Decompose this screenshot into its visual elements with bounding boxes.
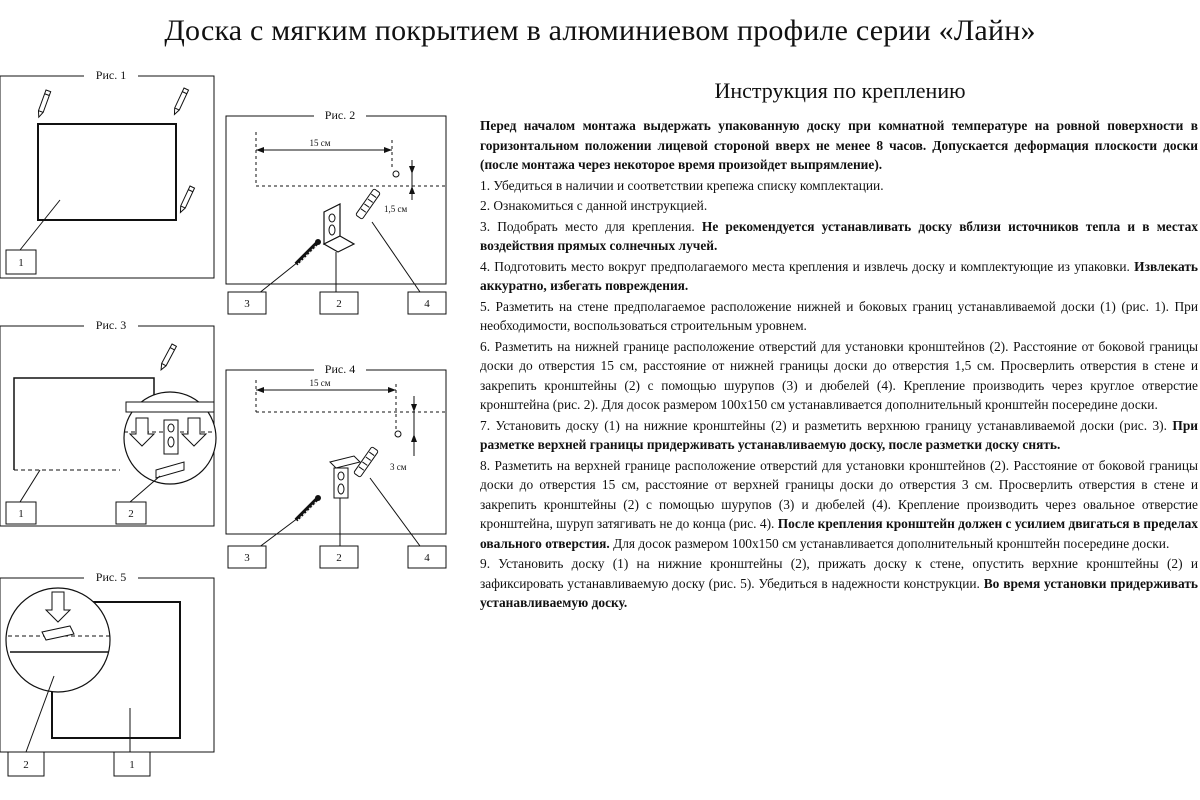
step-2: 2. Ознакомиться с данной инструкцией. <box>480 198 708 213</box>
figure-5-label: Рис. 5 <box>95 570 127 584</box>
callout-4: 4 <box>424 552 430 564</box>
figure-3-label: Рис. 3 <box>95 318 127 332</box>
callout-4: 4 <box>424 298 430 310</box>
step-3: 3. Подобрать место для крепления. Не рекомендуется устанавливать доску вблизи источников тепла и в местах воздействия прямых солнечных лучей. <box>480 218 1198 253</box>
callout-2: 2 <box>336 552 342 564</box>
callout-2: 2 <box>336 298 342 310</box>
figure-1 <box>0 68 214 278</box>
callout-1: 1 <box>18 257 24 269</box>
figure-4-label: Рис. 4 <box>324 362 356 376</box>
intro-paragraph: Перед началом монтажа выдержать упакованную доску при комнатной температуре на ровной поверхности в горизонтальном положении лицевой стороной вверх не менее 8 часов. Допускается деформация плоскости доски (после монтажа через некоторое время произойдет выпрямление). <box>480 118 1198 172</box>
page-title: Доска с мягким покрытием в алюминиевом профиле серии «Лайн» <box>164 14 1036 47</box>
step-6: 6. Разметить на нижней границе расположение отверстий для установки кронштейнов (2). Расстояние от боковой границы доски до отверстия 15 см, расстояние от нижней границы доски до отверстия 1,5 см. Просверлить отверстия в стене и закрепить кронштейны (2) с помощью шурупов (3) и дюбелей (4). Крепление производить через круглое отверстие кронштейна (рис. 2). Для досок размером 100х150 см устанавливается дополнительный кронштейн посередине доски. <box>480 338 1198 412</box>
callout-3: 3 <box>244 552 250 564</box>
callout-2: 2 <box>23 759 29 771</box>
figure-1-label: Рис. 1 <box>95 68 127 82</box>
figure-3 <box>0 318 216 526</box>
figure-4 <box>226 362 446 568</box>
step-9: 9. Установить доску (1) на нижние кронштейны (2), прижать доску к стене, опустить верхние кронштейны (2) и зафиксировать устанавливаемую доску (рис. 5). Убедиться в надежности конструкции. Во время установки придерживать устанавливаемую доску. <box>480 556 1198 610</box>
figures-panel <box>0 0 480 800</box>
fig4-dim-vertical: 3 см <box>390 462 407 472</box>
step-4: 4. Подготовить место вокруг предполагаемого места крепления и извлечь доску и комплектующие из упаковки. Извлекать аккуратно, избегать повреждения. <box>480 258 1198 293</box>
figure-5 <box>0 570 214 776</box>
step-7: 7. Установить доску (1) на нижние кронштейны (2) и разметить верхнюю границу устанавливаемой доски (рис. 3). При разметке верхней границы придерживать устанавливаемую доску, после разметки доску снять. <box>480 417 1198 452</box>
callout-1: 1 <box>18 508 24 520</box>
fig2-dim-horizontal: 15 см <box>309 138 331 148</box>
instructions-body <box>480 116 1198 614</box>
fig4-dim-horizontal: 15 см <box>309 378 331 388</box>
step-5: 5. Разметить на стене предполагаемое расположение нижней и боковых границ устанавливаемой доски (1) (рис. 1). При необходимости, воспользоваться строительным уровнем. <box>480 298 1198 333</box>
callout-1: 1 <box>129 759 135 771</box>
callout-3: 3 <box>244 298 250 310</box>
fig2-dim-vertical: 1,5 см <box>384 204 408 214</box>
instructions-heading: Инструкция по креплению <box>714 78 966 103</box>
step-1: 1. Убедиться в наличии и соответствии крепежа списку комплектации. <box>480 177 884 193</box>
figure-2-label: Рис. 2 <box>324 108 356 122</box>
callout-2: 2 <box>128 508 134 520</box>
step-8: 8. Разметить на верхней границе расположение отверстий для установки кронштейнов (2). Расстояние от боковой границы доски до отверстия 15 см, расстояние от верхней границы доски до отверстия 3 см. Просверлить отверстия в стене и закрепить кронштейны (2) с помощью шурупов (3) и дюбелей (4). Крепление производить через овальное отверстие кронштейна, шуруп затягивать не до конца (рис. 4). После крепления кронштейн должен с усилием двигаться в пределах овального отверстия. Для досок размером 100х150 см устанавливается дополнительный кронштейн посередине доски. <box>480 457 1198 551</box>
figure-2 <box>226 108 446 314</box>
